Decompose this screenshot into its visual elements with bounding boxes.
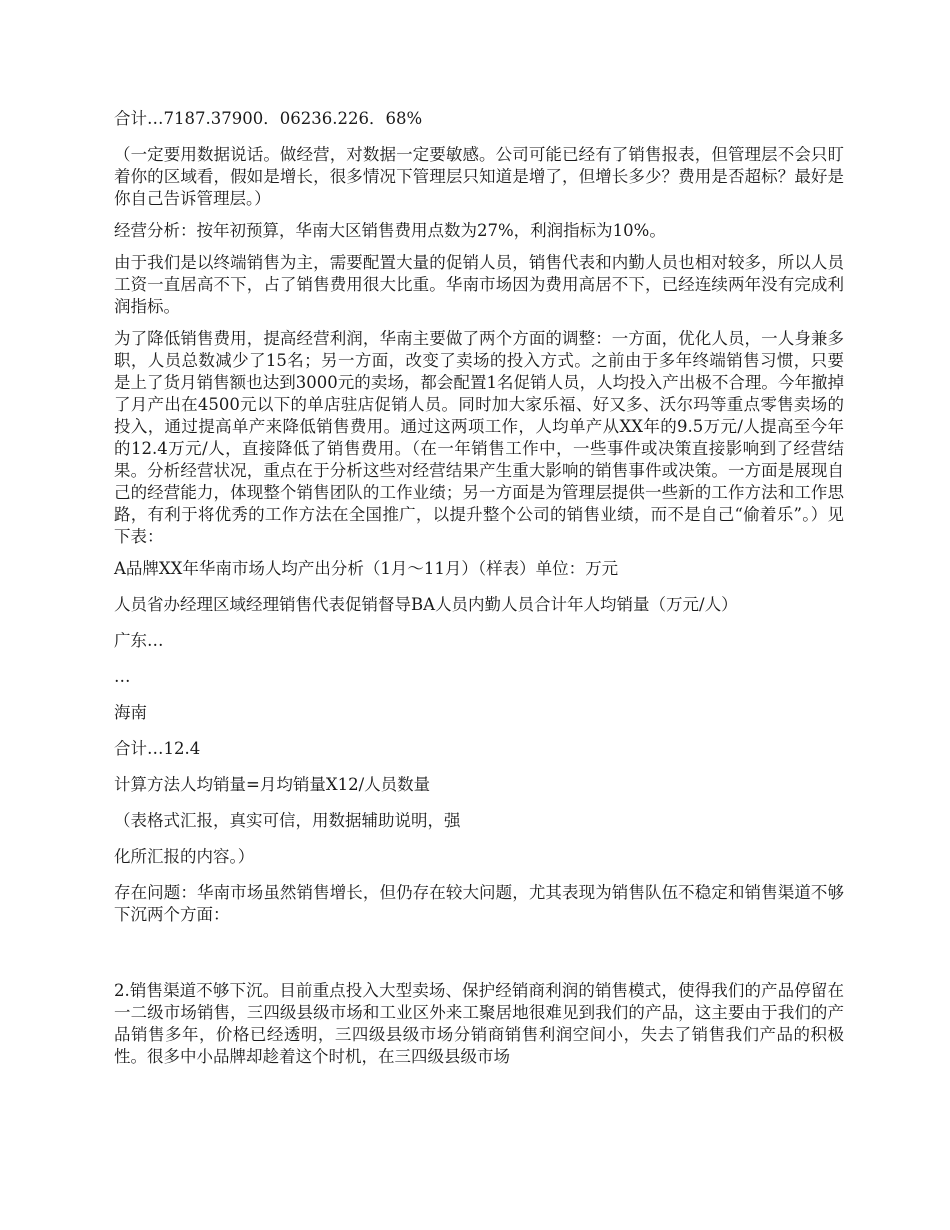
table-header-row: 人员省办经理区域经理销售代表促销督导BA人员内勤人员合计年人均销量（万元/人） — [114, 595, 738, 614]
business-analysis-paragraph: 经营分析：按年初预算，华南大区销售费用点数为27%，利润指标为10%。 — [114, 221, 666, 240]
adjustment-paragraph: 为了降低销售费用，提高经营利润，华南主要做了两个方面的调整：一方面，优化人员，一人身兼多职，人员总数减少了15名；另一方面，改变了卖场的投入方式。之前由于多年终端销售习惯，只要是上了货月销售额也达到3000元的卖场，都会配置1名促销人员，人均投入产出极不合理。今年撤掉了月产出在4500元以下的单店驻店促销人员。同时加大家乐福、好又多、沃尔玛等重点零售卖场的投入，通过提高单产来降低销售费用。通过这两项工作，人均单产从XX年的9.5万元/人提高至今年的12.4万元/人，直接降低了销售费用。（在一年销售工作中，一些事件或决策直接影响到了经营结果。分析经营状况，重点在于分析这些对经营结果产生重大影响的销售事件或决策。一方面是展现自己的经营能力，体现整个销售团队的工作业绩；另一方面是为管理层提供一些新的工作方法和工作思路，有利于将优秀的工作方法在全国推广，以提升整个公司的销售业绩，而不是自己“偷着乐”。）见下表： — [114, 329, 844, 546]
table-row-total: 合计…12.4 — [114, 739, 201, 758]
table-row-hainan: 海南 — [114, 703, 147, 722]
table-title: A品牌XX年华南市场人均产出分析（1月～11月）（样表）单位：万元 — [114, 559, 619, 578]
problems-paragraph: 存在问题：华南市场虽然销售增长，但仍存在较大问题，尤其表现为销售队伍不稳定和销售渠道不够下沉两个方面： — [114, 883, 844, 924]
channel-paragraph: 2.销售渠道不够下沉。目前重点投入大型卖场、保护经销商利润的销售模式，使得我们的产品停留在一二级市场销售，三四级县级市场和工业区外来工聚居地很难见到我们的产品，这主要由于我们的产品销售多年，价格已经透明，三四级县级市场分销商销售利润空间小，失去了销售我们产品的积极性。很多中小品牌却趁着这个时机，在三四级县级市场 — [114, 981, 844, 1066]
table-row-ellipsis: … — [114, 667, 131, 686]
cost-paragraph: 由于我们是以终端销售为主，需要配置大量的促销人员，销售代表和内勤人员也相对较多，所以人员工资一直居高不下，占了销售费用很大比重。华南市场因为费用高居不下，已经连续两年没有完成利润指标。 — [114, 253, 844, 316]
note-paragraph: （一定要用数据说话。做经营，对数据一定要敏感。公司可能已经有了销售报表，但管理层不会只盯着你的区域看，假如是增长，很多情况下管理层只知道是增了，但增长多少？费用是否超标？最好是你自己告诉管理层。） — [114, 145, 844, 208]
table-note-line-1: （表格式汇报，真实可信，用数据辅助说明，强 — [114, 811, 461, 830]
total-summary-line: 合计…7187.37900．06236.226．68% — [114, 109, 423, 128]
table-note-line-2: 化所汇报的内容。） — [114, 847, 255, 866]
table-row-guangdong: 广东… — [114, 631, 164, 650]
calculation-method: 计算方法人均销量=月均销量X12/人员数量 — [114, 775, 431, 794]
document-body — [114, 108, 844, 1068]
